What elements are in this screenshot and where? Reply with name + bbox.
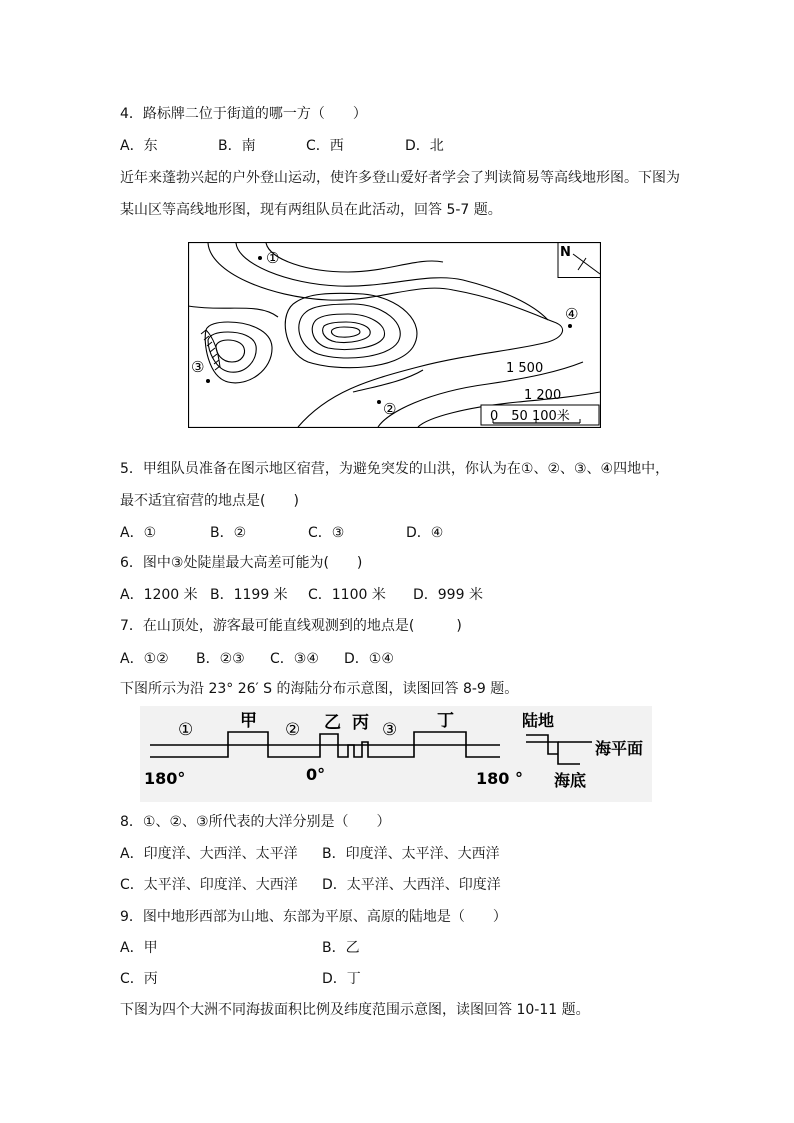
north-arrow — [573, 254, 600, 274]
q5-option-a: A．① — [120, 525, 157, 541]
intro-5-7-line1: 近年来蓬勃兴起的户外登山运动，使许多登山爱好者学会了判读简易等高线地形图。下图为 — [120, 170, 680, 186]
longitude-180-east-label: 180 ° — [476, 769, 523, 788]
longitude-180-west-label: 180° — [144, 769, 186, 788]
q5-stem-line2: 最不适宜宿营的地点是( ) — [120, 493, 299, 509]
sea-land-diagram — [140, 706, 652, 802]
longitude-0-label: 0° — [306, 765, 326, 784]
q4-option-a: A．东 — [120, 138, 158, 154]
q6-stem: 6．图中③处陡崖最大高差可能为( ) — [120, 555, 363, 571]
q8-option-b: B．印度洋、太平洋、大西洋 — [322, 846, 500, 862]
q4-option-c: C．西 — [306, 138, 344, 154]
legend-sea-floor-label: 海底 — [554, 771, 587, 790]
q7-option-b: B．②③ — [196, 651, 245, 667]
q6-option-b: B．1199 米 — [210, 587, 288, 603]
q5-option-c: C．③ — [308, 525, 345, 541]
point-4-label: ④ — [565, 305, 579, 323]
intro-10-11: 下图为四个大洲不同海拔面积比例及纬度范围示意图，读图回答 10-11 题。 — [120, 1002, 590, 1018]
land-ding-label: 丁 — [437, 711, 454, 731]
q4-option-b: B．南 — [218, 138, 256, 154]
q8-option-a: A．印度洋、大西洋、太平洋 — [120, 846, 298, 862]
q4-option-d: D．北 — [405, 138, 444, 154]
q5-option-d: D．④ — [406, 525, 444, 541]
q9-option-a: A．甲 — [120, 940, 158, 956]
point-2-label: ② — [383, 400, 397, 418]
q7-stem: 7．在山顶处，游客最可能直线观测到的地点是( ) — [120, 618, 462, 634]
q5-stem-line1: 5．甲组队员准备在图示地区宿营，为避免突发的山洪，你认为在①、②、③、④四地中， — [120, 461, 670, 477]
ocean-3-label: ③ — [382, 720, 398, 740]
intro-5-7-line2: 某山区等高线地形图，现有两组队员在此活动，回答 5-7 题。 — [120, 202, 502, 218]
q9-option-d: D．丁 — [322, 971, 361, 987]
point-3-dot — [206, 379, 210, 383]
land-yi-label: 乙 — [324, 713, 341, 733]
intro-8-9: 下图所示为沿 23° 26′ S 的海陆分布示意图，读图回答 8-9 题。 — [120, 681, 519, 697]
point-4-dot — [568, 324, 572, 328]
q4-stem: 4．路标牌二位于街道的哪一方（ ） — [120, 106, 367, 122]
point-1-dot — [258, 256, 262, 260]
land-bing-label: 丙 — [352, 713, 369, 733]
q6-option-c: C．1100 米 — [308, 587, 386, 603]
contour-map — [188, 242, 601, 428]
q6-option-a: A．1200 米 — [120, 587, 198, 603]
q6-option-d: D．999 米 — [413, 587, 483, 603]
q5-option-b: B．② — [210, 525, 247, 541]
point-3-label: ③ — [191, 358, 205, 376]
q7-option-a: A．①② — [120, 651, 169, 667]
point-2-dot — [377, 400, 381, 404]
q8-option-d: D．太平洋、大西洋、印度洋 — [322, 877, 501, 893]
land-jia-label: 甲 — [240, 711, 257, 731]
contour-1200-label: 1 200 — [524, 388, 562, 403]
legend-land-label: 陆地 — [522, 711, 555, 730]
north-arrow-tick — [578, 258, 586, 270]
q8-stem: 8．①、②、③所代表的大洋分别是（ ） — [120, 814, 391, 830]
ocean-1-label: ① — [178, 720, 194, 740]
scale-label: 0 50 100米 — [490, 409, 570, 424]
q7-option-d: D．①④ — [344, 651, 394, 667]
point-1-label: ① — [266, 249, 280, 267]
legend-sea-level-label: 海平面 — [595, 739, 644, 758]
q9-option-c: C．丙 — [120, 971, 158, 987]
north-label: N — [560, 245, 571, 260]
q7-option-c: C．③④ — [270, 651, 319, 667]
q9-option-b: B．乙 — [322, 940, 360, 956]
contour-1500-label: 1 500 — [506, 361, 544, 376]
q9-stem: 9．图中地形西部为山地、东部为平原、高原的陆地是（ ） — [120, 909, 507, 925]
ocean-2-label: ② — [285, 720, 301, 740]
q8-option-c: C．太平洋、印度洋、大西洋 — [120, 877, 298, 893]
